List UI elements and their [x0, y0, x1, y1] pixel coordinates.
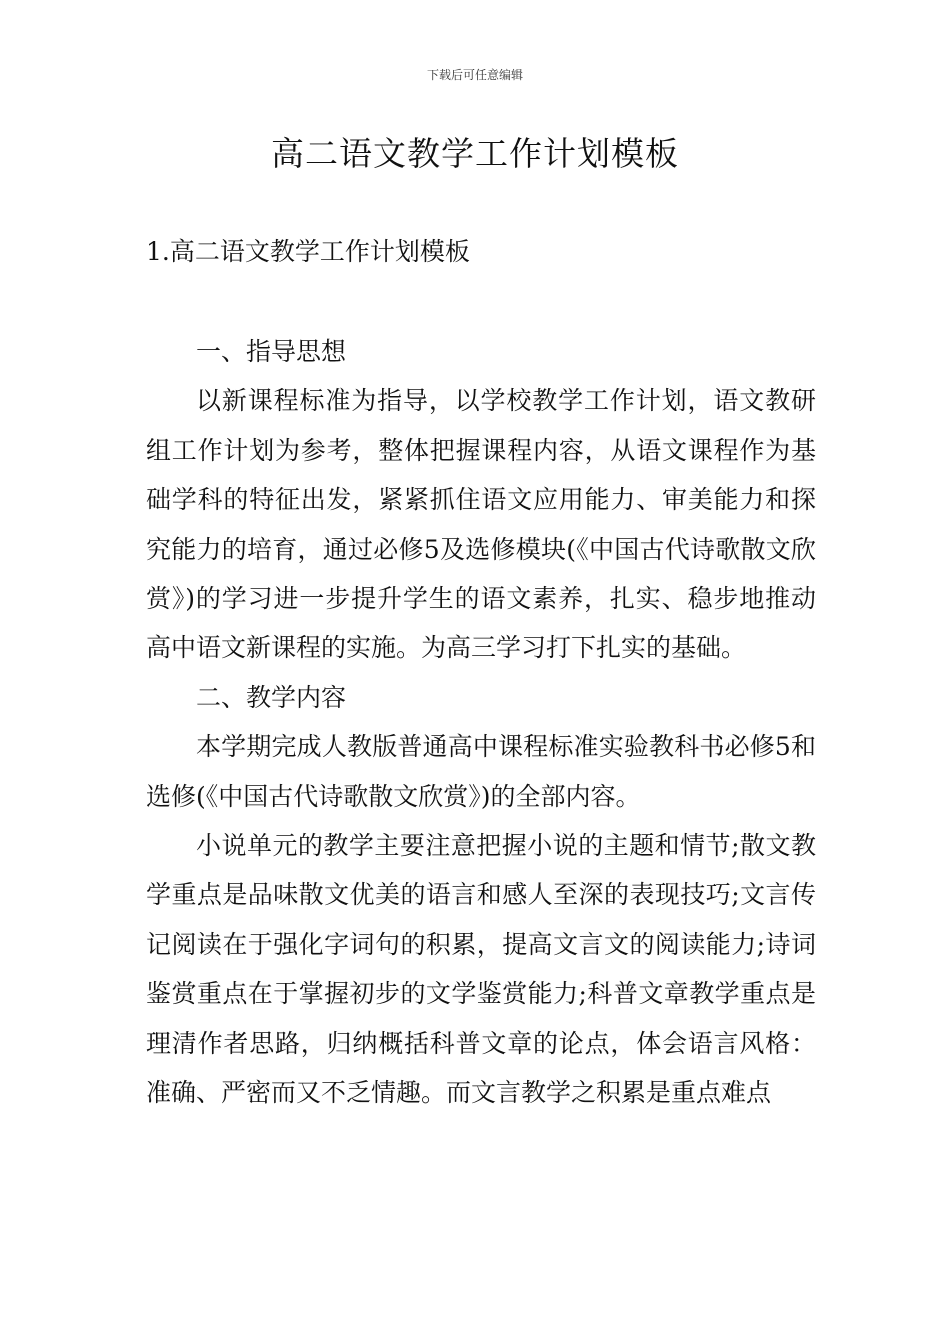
document-title: 高二语文教学工作计划模板 — [271, 134, 679, 173]
header-note: 下载后可任意编辑 — [426, 68, 523, 82]
subheading-teaching-content: 二、教学内容 — [196, 682, 347, 712]
paragraph-teaching-scope: 本学期完成人教版普通高中课程标准实验教科书必修5和选修(《中国古代诗歌散文欣赏》)的全部内容。 — [146, 732, 816, 811]
subheading-guiding-ideology: 一、指导思想 — [196, 337, 347, 366]
section-heading: 1.高二语文教学工作计划模板 — [146, 237, 470, 266]
paragraph-unit-focus: 小说单元的教学主要注意把握小说的主题和情节;散文教学重点是品味散文优美的语言和感人至深的表现技巧;文言传记阅读在于强化字词句的积累，提高文言文的阅读能力;诗词鉴赏重点在于掌握初步的文学鉴赏能力;科普文章教学重点是理清作者思路，归纳概括科普文章的论点，体会语言风格：准确、严密而又不乏情趣。而文言教学之积累是重点难点 — [146, 831, 816, 1108]
paragraph-guiding-ideology: 以新课程标准为指导，以学校教学工作计划，语文教研组工作计划为参考，整体把握课程内容，从语文课程作为基础学科的特征出发，紧紧抓住语文应用能力、审美能力和探究能力的培育，通过必修5及选修模块(《中国古代诗歌散文欣赏》)的学习进一步提升学生的语文素养，扎实、稳步地推动高中语文新课程的实施。为高三学习打下扎实的基础。 — [146, 386, 816, 663]
document-body — [146, 327, 816, 1118]
